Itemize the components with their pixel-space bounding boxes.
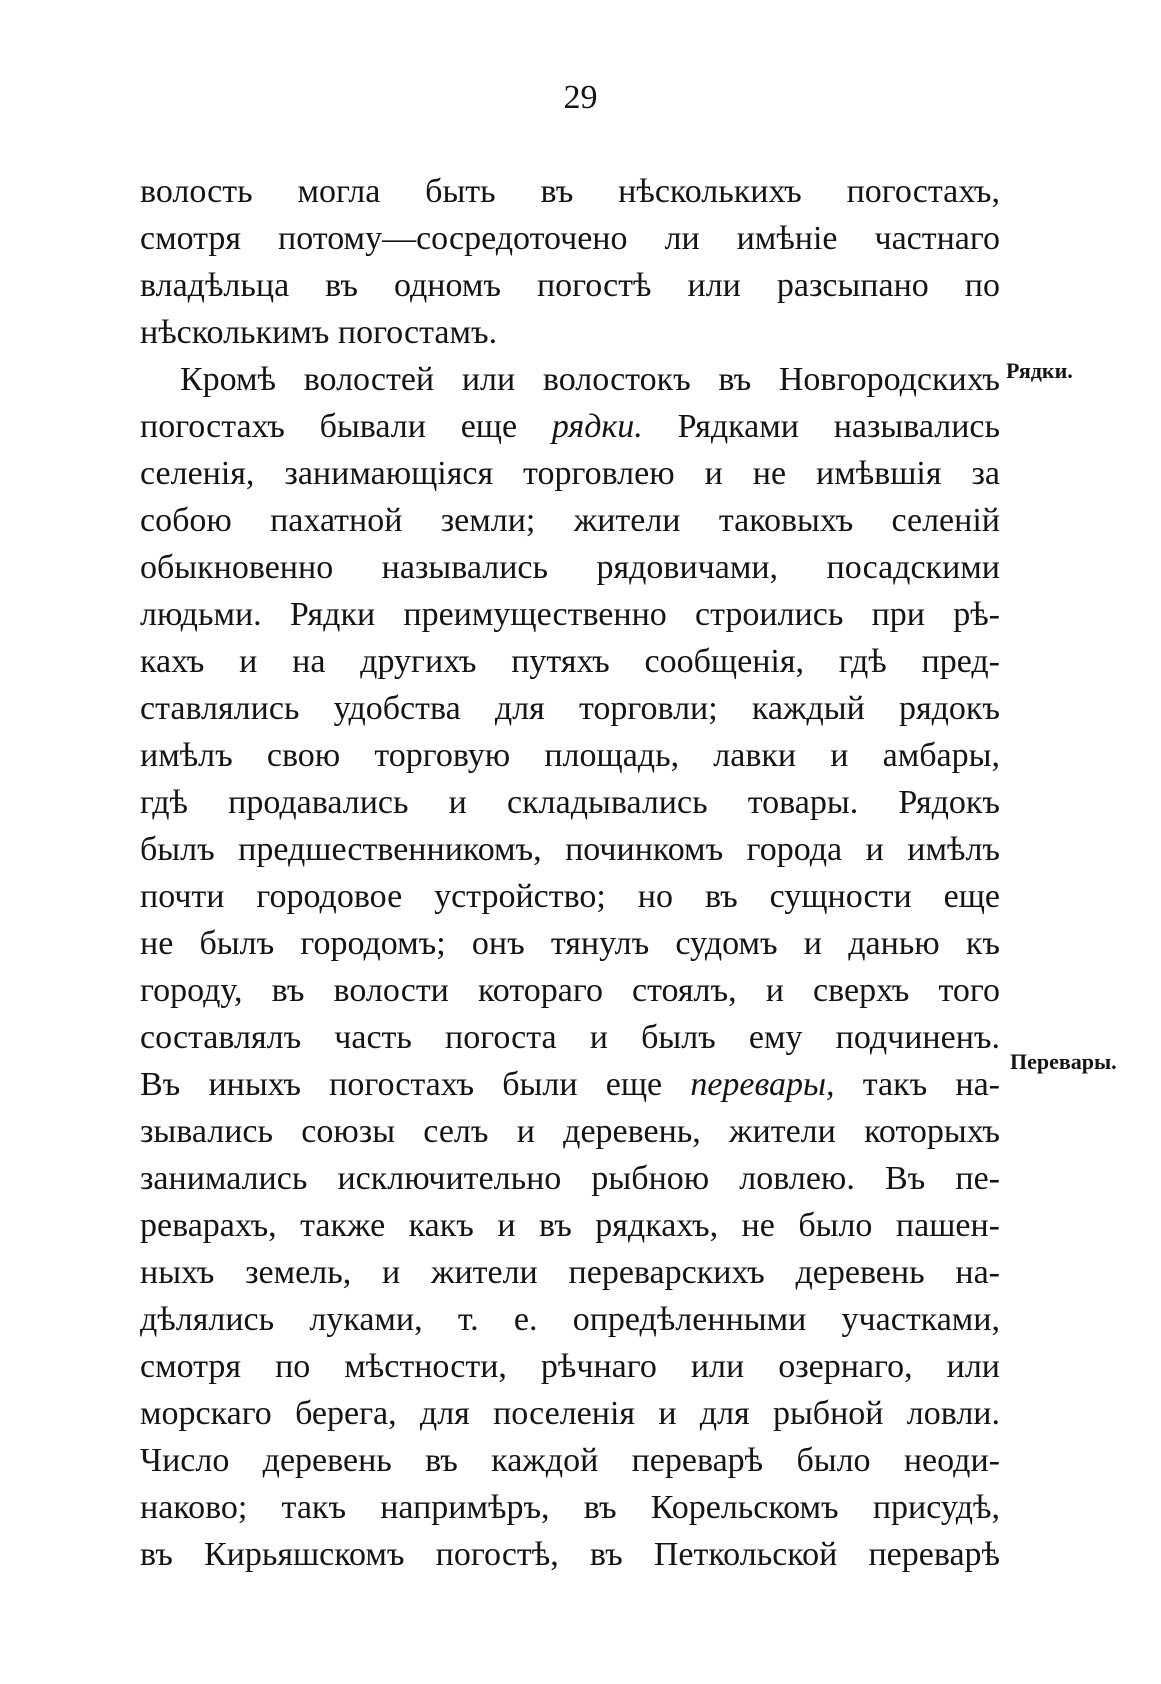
text-line: волость могла быть въ нѣсколькихъ погостахъ, (140, 173, 1000, 210)
text-line: селенія, занимающіяся торговлею и не имѣвшія за (140, 455, 1000, 492)
body-text (140, 168, 1000, 1578)
margin-note-ryadki: Рядки. (1006, 358, 1073, 383)
text-line: людьми. Рядки преимущественно строились при рѣ- (140, 596, 1000, 633)
text-line: смотря потому—сосредоточено ли имѣніе частнаго (140, 220, 1000, 257)
text-line: Число деревень въ каждой переварѣ было неоди- (140, 1442, 1000, 1479)
text-line: почти городовое устройство; но въ сущности еще (140, 878, 1000, 915)
text-line: кахъ и на другихъ путяхъ сообщенія, гдѣ пред- (140, 643, 1000, 680)
text-line: городу, въ волости котораго стоялъ, и сверхъ того (140, 972, 1000, 1009)
text-line: не былъ городомъ; онъ тянулъ судомъ и данью къ (140, 925, 1000, 962)
italic-term-perevary: перевары, (690, 1066, 835, 1103)
italic-term-ryadki: рядки. (551, 408, 643, 445)
text-segment: Рядками назывались (642, 408, 1001, 445)
text-segment: погостахъ бывали еще (140, 408, 552, 445)
text-line: Кромѣ волостей или волостокъ въ Новгородскихъ (180, 361, 1000, 398)
text-line (140, 1061, 1000, 1108)
text-line: морскаго берега, для поселенія и для рыбной ловли. (140, 1395, 1000, 1432)
text-line: занимались исключительно рыбною ловлею. Въ пе- (140, 1160, 1000, 1197)
page-number: 29 (563, 79, 598, 116)
text-line: собою пахатной земли; жители таковыхъ селеній (140, 502, 1000, 539)
text-line: зывались союзы селъ и деревень, жители которыхъ (140, 1113, 1000, 1150)
text-line: нѣсколькимъ погостамъ. (140, 314, 498, 351)
text-line: обыкновенно назывались рядовичами, посадскими (140, 549, 1000, 586)
text-segment: Въ иныхъ погостахъ были еще (140, 1066, 691, 1103)
text-line: въ Кирьяшскомъ погостѣ, въ Петкольской переварѣ (140, 1536, 1000, 1573)
text-line: имѣлъ свою торговую площадь, лавки и амбары, (140, 737, 1000, 774)
margin-note-perevary: Перевары. (1010, 1049, 1117, 1074)
text-line: смотря по мѣстности, рѣчнаго или озернаго, или (140, 1348, 1000, 1385)
text-line: составлялъ часть погоста и былъ ему подчиненъ. (140, 1019, 1000, 1056)
text-segment: такъ на- (834, 1066, 1001, 1103)
text-line (140, 403, 1000, 450)
text-line: реварахъ, также какъ и въ рядкахъ, не было пашен- (140, 1207, 1000, 1244)
text-line: наково; такъ напримѣръ, въ Корельскомъ присудѣ, (140, 1489, 1000, 1526)
text-line: ныхъ земель, и жители переварскихъ деревень на- (140, 1254, 1000, 1291)
text-line: владѣльца въ одномъ погостѣ или разсыпано по (140, 267, 1000, 304)
text-line: гдѣ продавались и складывались товары. Рядокъ (140, 784, 1000, 821)
text-line: былъ предшественникомъ, починкомъ города и имѣлъ (140, 831, 1000, 868)
text-line: ставлялись удобства для торговли; каждый рядокъ (140, 690, 1000, 727)
text-line: дѣлялись луками, т. е. опредѣленными участками, (140, 1301, 1000, 1338)
